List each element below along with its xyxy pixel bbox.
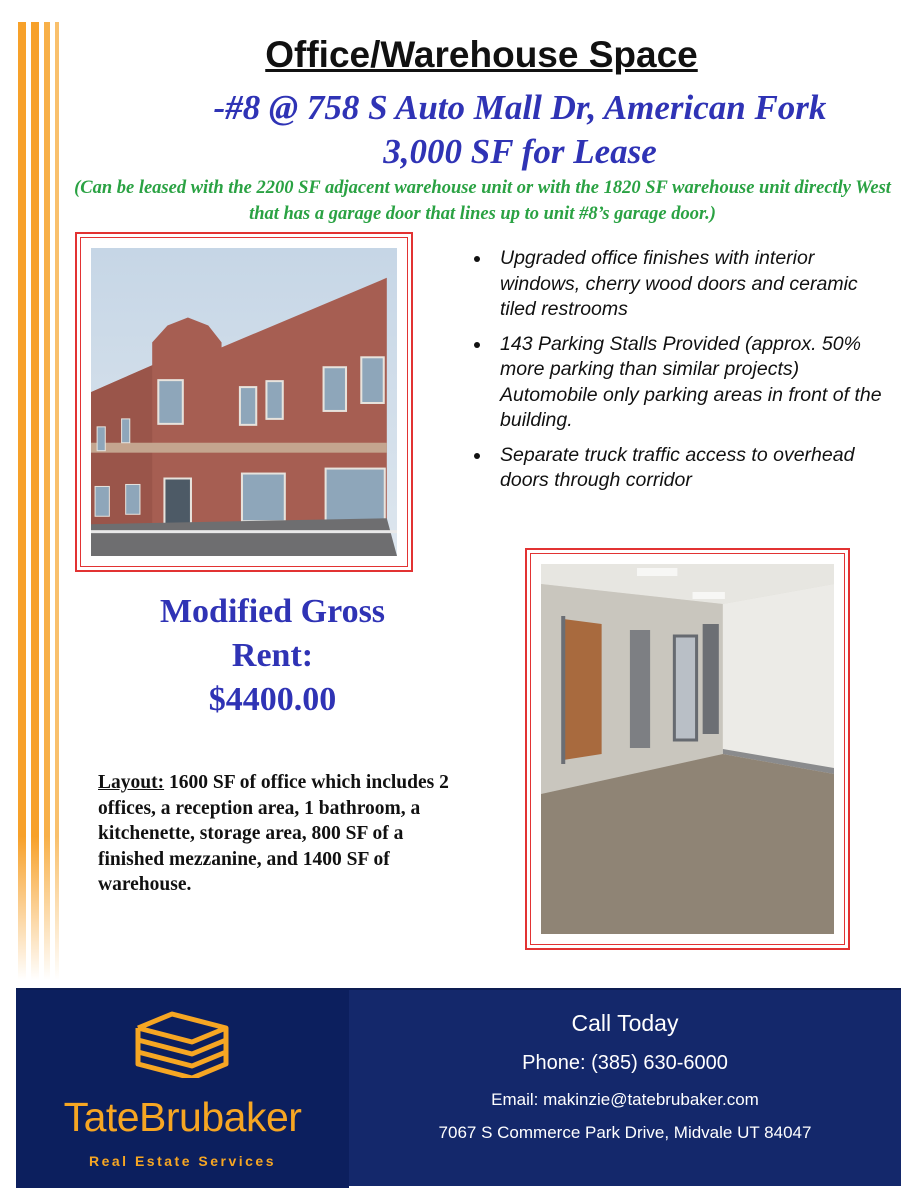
feature-list — [470, 246, 890, 503]
exterior-photo-frame — [75, 232, 413, 572]
phone-number[interactable]: Phone: (385) 630-6000 — [522, 1052, 728, 1074]
email-address[interactable]: Email: makinzie@tatebrubaker.com — [491, 1090, 759, 1109]
list-item — [470, 443, 890, 494]
bullet-icon — [474, 342, 480, 348]
feature-text: 143 Parking Stalls Provided (approx. 50% more parking than similar projects) Automobile only parking areas in front of the building. — [500, 332, 882, 431]
listing-address — [140, 86, 900, 174]
logo-panel — [16, 990, 349, 1188]
list-item — [470, 246, 890, 323]
feature-text: Upgraded office finishes with interior windows, cherry wood doors and ceramic tiled restrooms — [500, 247, 858, 320]
brand-name: TateBrubaker — [63, 1094, 302, 1140]
rent-amount: $4400.00 — [208, 681, 337, 718]
interior-photo-frame — [525, 548, 850, 950]
decorative-stripe — [44, 22, 50, 980]
lease-note: (Can be leased with the 2200 SF adjacent warehouse unit or with the 1820 SF warehouse unit directly West that has a garage door that lines up to unit #8’s garage door.) — [74, 178, 891, 224]
office-interior-photo — [541, 564, 834, 934]
contact-footer — [16, 988, 901, 1186]
rent-label-2: Rent: — [231, 637, 314, 674]
rent-label: Modified Gross — [159, 593, 386, 630]
tatebrubaker-logo-icon — [132, 1008, 232, 1078]
list-item — [470, 332, 890, 434]
feature-text: Separate truck traffic access to overhead doors through corridor — [500, 443, 855, 491]
layout-label: Layout: — [98, 772, 165, 793]
layout-description — [98, 770, 468, 898]
rent-block — [95, 590, 450, 722]
brand-tagline: Real Estate Services — [89, 1153, 276, 1169]
page-title: Office/Warehouse Space — [265, 34, 698, 75]
decorative-stripe — [55, 22, 59, 980]
bullet-icon — [474, 453, 480, 459]
decorative-stripe — [31, 22, 39, 980]
decorative-stripe — [18, 22, 26, 980]
size-line: 3,000 SF for Lease — [383, 132, 657, 171]
layout-text: 1600 SF of office which includes 2 offices, a reception area, 1 bathroom, a kitchenette, storage area, 800 SF of a finished mezzanine, and 1400 SF of warehouse. — [98, 772, 449, 895]
office-address: 7067 S Commerce Park Drive, Midvale UT 84047 — [438, 1123, 812, 1142]
address-line: -#8 @ 758 S Auto Mall Dr, American Fork — [213, 88, 827, 127]
contact-info — [349, 990, 901, 1188]
call-heading: Call Today — [571, 1010, 679, 1036]
bullet-icon — [474, 256, 480, 262]
building-exterior-photo — [91, 248, 397, 556]
